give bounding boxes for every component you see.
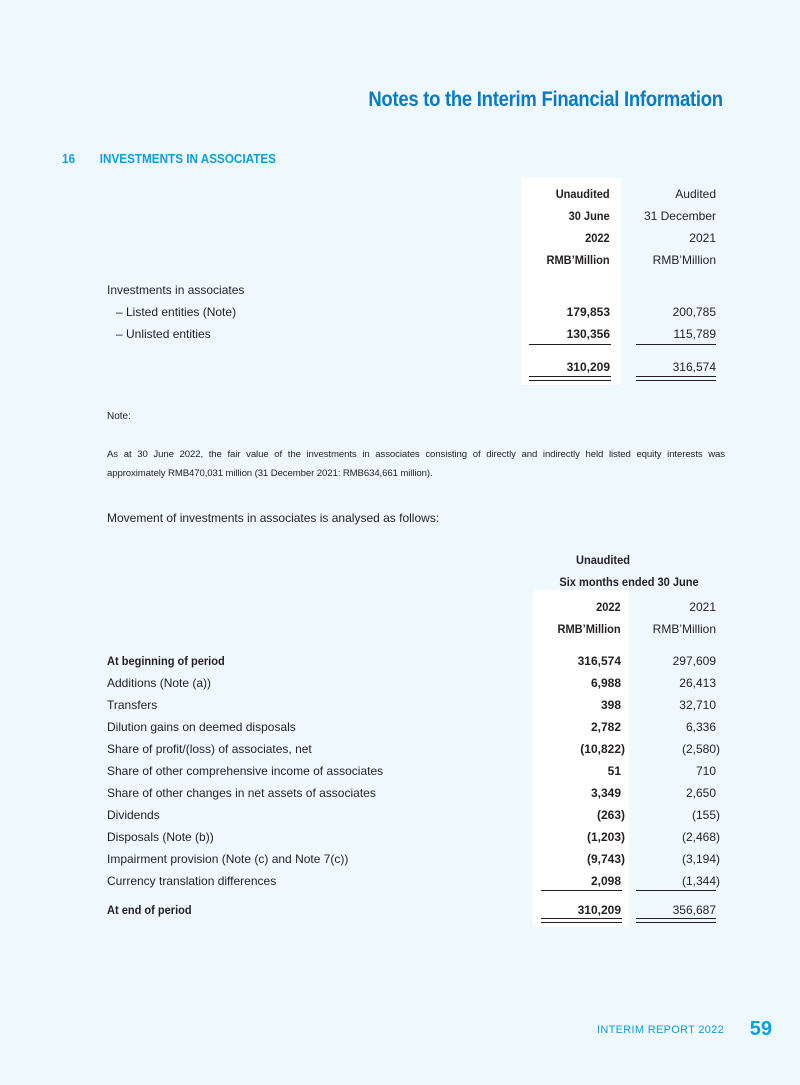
table-row-label: Dilution gains on deemed disposals	[107, 720, 296, 734]
note-label: Note:	[107, 411, 131, 422]
table-row-value-current: 3,349	[590, 786, 621, 800]
section-title: INVESTMENTS IN ASSOCIATES	[99, 151, 276, 166]
table-row-value-prior: (2,468)	[681, 830, 720, 844]
table1-subtotal-rule-prior	[636, 344, 716, 345]
table-row-value-current: (263)	[596, 808, 625, 822]
section-number: 16	[62, 151, 76, 166]
note-text-line1: As at 30 June 2022, the fair value of the investments in associates consisting of directly and indirectly held listed equity interests was	[107, 449, 725, 460]
table1-group-label: Investments in associates	[107, 283, 245, 297]
table-row-value-prior: 26,413	[679, 676, 716, 690]
section-heading	[62, 151, 276, 166]
table-row-label: Currency translation differences	[107, 874, 277, 888]
table-row-label: Dividends	[107, 808, 160, 822]
table2-col1-year: 2022	[596, 600, 621, 614]
table2-subtotal-rule-current	[541, 890, 622, 891]
table-row-label: Disposals (Note (b))	[107, 830, 214, 844]
table2-opening-prior: 297,609	[672, 654, 716, 668]
table-row-label: Transfers	[107, 698, 158, 712]
table-row-label: Share of other changes in net assets of associates	[107, 786, 376, 800]
table1-total-prior: 316,574	[672, 360, 716, 374]
table-row-value-prior: (1,344)	[681, 874, 720, 888]
table-row-value-current: (1,203)	[586, 830, 625, 844]
table-row-value-prior: 710	[695, 764, 716, 778]
table2-subtotal-rule-prior	[636, 890, 716, 891]
table2-header-status: Unaudited	[576, 553, 630, 567]
table-row-value-prior: 200,785	[672, 305, 716, 319]
table1-subtotal-rule-current	[529, 344, 611, 345]
note-text-line2: approximately RMB470,031 million (31 December 2021: RMB634,661 million).	[107, 468, 433, 479]
table1-col2-status: Audited	[675, 187, 716, 201]
table2-closing-label: At end of period	[107, 903, 192, 917]
table-row-label: – Unlisted entities	[116, 327, 211, 341]
table2-total-double-rule-current	[541, 918, 622, 923]
table2-col1-unit: RMB’Million	[557, 622, 621, 636]
table-row-value-current: (10,822)	[580, 742, 625, 756]
table1-total-current: 310,209	[566, 360, 610, 374]
table1-total-double-rule-current	[529, 376, 611, 381]
footer-report-title: INTERIM REPORT 2022	[597, 1024, 724, 1036]
table1-col1-status: Unaudited	[556, 187, 610, 201]
table-row-value-prior: (2,580)	[681, 742, 720, 756]
table1-col1-unit: RMB’Million	[546, 253, 610, 267]
table-row-value-prior: 2,650	[685, 786, 716, 800]
table-row-value-prior: (155)	[691, 808, 720, 822]
table1-col1-year: 2022	[585, 231, 610, 245]
table2-total-double-rule-prior	[636, 918, 716, 923]
table2-opening-label: At beginning of period	[107, 654, 225, 668]
table-row-value-current: 51	[607, 764, 621, 778]
table-row-value-current: 398	[600, 698, 621, 712]
table-row-value-current: 2,782	[590, 720, 621, 734]
table-row-value-current: 130,356	[566, 327, 610, 341]
table-row-value-current: (9,743)	[586, 852, 625, 866]
table2-col2-unit: RMB’Million	[652, 622, 716, 636]
table-row-value-current: 2,098	[590, 874, 621, 888]
table-row-label: Share of profit/(loss) of associates, net	[107, 742, 312, 756]
table-row-label: Impairment provision (Note (c) and Note 7(c))	[107, 852, 349, 866]
table-row-value-current: 179,853	[566, 305, 610, 319]
table2-closing-current: 310,209	[577, 903, 621, 917]
table-row-value-prior: 6,336	[685, 720, 716, 734]
table-row-value-prior: (3,194)	[681, 852, 720, 866]
table1-col1-date: 30 June	[568, 209, 610, 223]
table2-closing-prior: 356,687	[672, 903, 716, 917]
table1-total-double-rule-prior	[636, 376, 716, 381]
table-row-label: – Listed entities (Note)	[116, 305, 237, 319]
table-row-value-current: 6,988	[590, 676, 621, 690]
table-row-value-prior: 32,710	[679, 698, 716, 712]
page-title: Notes to the Interim Financial Information	[368, 88, 723, 111]
table1-col2-year: 2021	[689, 231, 716, 245]
table-row-value-prior: 115,789	[673, 327, 716, 341]
table-row-label: Additions (Note (a))	[107, 676, 212, 690]
table2-opening-current: 316,574	[577, 654, 621, 668]
page-number: 59	[749, 1018, 772, 1040]
table-row-label: Share of other comprehensive income of associates	[107, 764, 384, 778]
table1-col2-date: 31 December	[643, 209, 716, 223]
table1-col2-unit: RMB’Million	[652, 253, 716, 267]
table2-col2-year: 2021	[689, 600, 716, 614]
table2-header-period: Six months ended 30 June	[559, 575, 699, 589]
movement-intro: Movement of investments in associates is analysed as follows:	[107, 511, 440, 525]
